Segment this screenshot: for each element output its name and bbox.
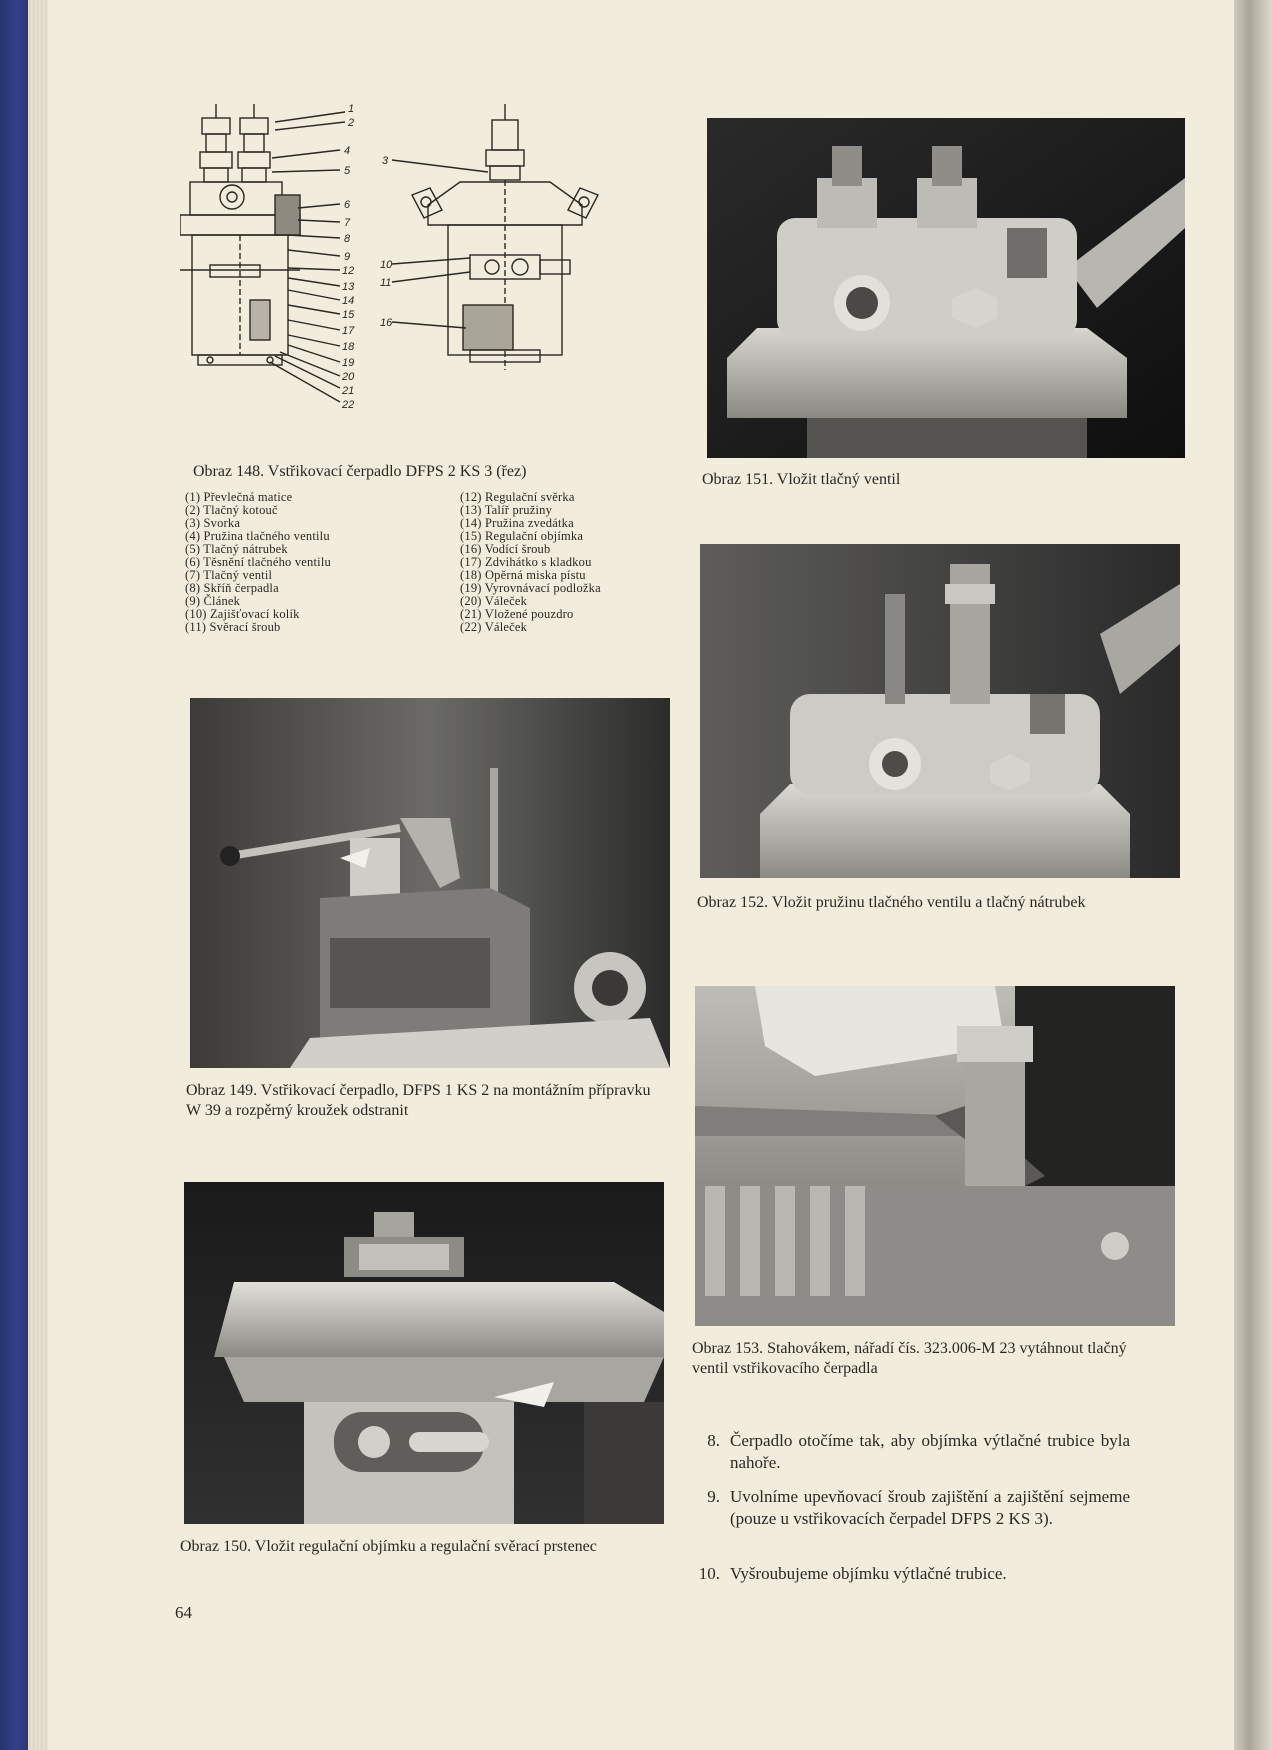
callout-label: 18 — [342, 341, 355, 353]
figure-153-photo — [695, 986, 1175, 1326]
legend-item: (18) Opěrná miska pístu — [460, 568, 586, 582]
legend-item: (19) Vyrovnávací podložka — [460, 581, 601, 595]
legend-item: (13) Talíř pružiny — [460, 503, 553, 517]
step-text: Uvolníme upevňovací šroub zajištění a zajištění sejmeme (pouze u vstřikovacích čerpadel DFPS 2 KS 3). — [730, 1487, 1130, 1528]
legend-item: (17) Zdvihátko s kladkou — [460, 555, 592, 569]
figure-152-photo — [700, 544, 1180, 878]
legend-item: (1) Převlečná matice — [185, 490, 293, 504]
legend-item: (15) Regulační objímka — [460, 529, 584, 543]
figure-148-caption: Obraz 148. Vstřikovací čerpadlo DFPS 2 KS 3 (řez) — [193, 463, 527, 480]
callout-label: 15 — [342, 309, 355, 321]
step-number: 9. — [707, 1487, 720, 1506]
callout-label: 14 — [342, 295, 355, 307]
legend-item: (11) Svěrací šroub — [185, 620, 281, 634]
callout-label: 20 — [342, 371, 355, 383]
callout-label: 2 — [348, 117, 355, 129]
legend-item: (2) Tlačný kotouč — [185, 503, 278, 517]
callout-label: 21 — [342, 385, 355, 397]
legend-item: (6) Těsnění tlačného ventilu — [185, 555, 331, 569]
legend-item: (16) Vodící šroub — [460, 542, 551, 556]
figure-148-drawing — [180, 100, 680, 440]
page-number: 64 — [175, 1603, 192, 1622]
callout-label: 11 — [380, 277, 392, 289]
legend-item: (3) Svorka — [185, 516, 241, 530]
callout-label: 5 — [344, 165, 351, 177]
legend-item: (21) Vložené pouzdro — [460, 607, 574, 621]
figure-151-photo — [707, 118, 1185, 458]
callout-label: 8 — [344, 233, 351, 245]
step-number: 10. — [698, 1564, 720, 1583]
figure-149-caption: Obraz 149. Vstřikovací čerpadlo, DFPS 1 KS 2 na montážním přípravku W 39 a rozpěrný kroužek odstranit — [186, 1082, 651, 1119]
figure-150-caption: Obraz 150. Vložit regulační objímku a regulační svěrací prstenec — [180, 1538, 597, 1555]
callout-label: 3 — [382, 155, 389, 167]
figure-153-caption: Obraz 153. Stahovákem, nářadí čís. 323.006-M 23 vytáhnout tlačný ventil vstřikovacího čerpadla — [692, 1340, 1127, 1377]
callout-label: 16 — [380, 317, 393, 329]
step-item — [690, 1563, 1135, 1589]
legend-item: (4) Pružina tlačného ventilu — [185, 529, 330, 543]
figure-148-legend-right — [460, 491, 690, 634]
figure-149-photo — [190, 698, 670, 1068]
step-text: Čerpadlo otočíme tak, aby objímka výtlačné trubice byla nahoře. — [730, 1431, 1130, 1472]
legend-item: (9) Článek — [185, 594, 241, 608]
binding-shadow — [1234, 0, 1272, 1750]
legend-item: (22) Váleček — [460, 620, 528, 634]
legend-item: (14) Pružina zvedátka — [460, 516, 574, 530]
legend-item: (8) Skříň čerpadla — [185, 581, 279, 595]
callout-label: 7 — [344, 217, 351, 229]
callout-label: 19 — [342, 357, 355, 369]
callout-label: 9 — [344, 251, 351, 263]
step-item — [690, 1486, 1135, 1556]
callout-label: 4 — [344, 145, 351, 157]
callout-label: 6 — [344, 199, 351, 211]
legend-item: (10) Zajišťovací kolík — [185, 607, 300, 621]
figure-152-caption: Obraz 152. Vložit pružinu tlačného ventilu a tlačný nátrubek — [697, 894, 1086, 911]
callout-label: 22 — [342, 399, 355, 411]
figure-151-caption: Obraz 151. Vložit tlačný ventil — [702, 471, 901, 488]
callout-label: 12 — [342, 265, 355, 277]
figure-150-photo — [184, 1182, 664, 1524]
step-number: 8. — [707, 1431, 720, 1450]
callout-label: 17 — [342, 325, 355, 337]
step-text: Vyšroubujeme objímku výtlačné trubice. — [730, 1564, 1007, 1583]
figure-148-legend-left — [185, 491, 445, 634]
callout-label: 10 — [380, 259, 393, 271]
step-item — [690, 1430, 1135, 1478]
callout-label: 1 — [348, 103, 355, 115]
legend-item: (12) Regulační svěrka — [460, 490, 575, 504]
legend-item: (20) Váleček — [460, 594, 528, 608]
book-cover-edge — [0, 0, 28, 1750]
callout-label: 13 — [342, 281, 355, 293]
legend-item: (5) Tlačný nátrubek — [185, 542, 288, 556]
legend-item: (7) Tlačný ventil — [185, 568, 273, 582]
pump-section-diagram — [180, 100, 680, 440]
